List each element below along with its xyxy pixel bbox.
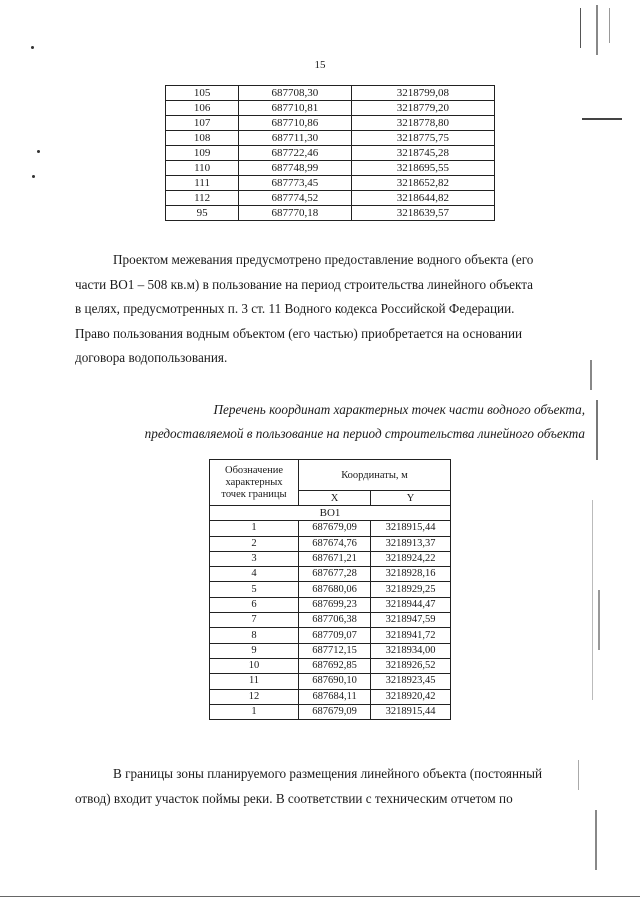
table-row: [166, 116, 495, 131]
y-cell: 3218941,72: [371, 628, 451, 643]
scan-artifact: [580, 8, 581, 48]
table-row: [210, 536, 451, 551]
table-row: [210, 521, 451, 536]
x-cell: 687710,81: [239, 101, 351, 116]
point-number-cell: 5: [210, 582, 299, 597]
scan-artifact: [590, 360, 592, 390]
table-row: [166, 101, 495, 116]
x-cell: 687710,86: [239, 116, 351, 131]
x-cell: 687671,21: [299, 551, 371, 566]
y-cell: 3218745,28: [351, 146, 494, 161]
x-cell: 687706,38: [299, 613, 371, 628]
scan-artifact: [595, 810, 597, 870]
y-cell: 3218775,75: [351, 131, 494, 146]
group-label: ВО1: [210, 506, 451, 521]
scan-artifact: [578, 760, 579, 790]
scan-dot: [32, 175, 35, 178]
y-cell: 3218926,52: [371, 658, 451, 673]
x-cell: 687699,23: [299, 597, 371, 612]
x-cell: 687677,28: [299, 567, 371, 582]
y-cell: 3218928,16: [371, 567, 451, 582]
paragraph-line: Право пользования водным объектом (его частью) приобретается на основании: [75, 325, 523, 341]
point-number-cell: 112: [166, 191, 239, 206]
scan-artifact: [598, 590, 600, 650]
table-caption: [60, 398, 585, 446]
paragraph-line: Проектом межевания предусмотрено предоставление водного объекта (его: [113, 252, 534, 267]
paragraph-line: в целях, предусмотренных п. 3 ст. 11 Водного кодекса Российской Федерации.: [75, 301, 515, 316]
y-cell: 3218944,47: [371, 597, 451, 612]
header-point-name: Обозначение характерных точек границы: [210, 460, 299, 506]
paragraph-water-use: [75, 248, 585, 371]
table-row: [166, 206, 495, 221]
x-cell: 687674,76: [299, 536, 371, 551]
y-cell: 3218929,25: [371, 582, 451, 597]
table-row: [210, 674, 451, 689]
y-cell: 3218779,20: [351, 101, 494, 116]
y-cell: 3218920,42: [371, 689, 451, 704]
point-number-cell: 95: [166, 206, 239, 221]
table-row: [210, 613, 451, 628]
x-cell: 687684,11: [299, 689, 371, 704]
water-object-coordinates-table: [209, 459, 451, 720]
paragraph-line: части ВО1 – 508 кв.м) в пользование на период строительства линейного объекта: [75, 276, 534, 292]
paragraph-floodplain: [75, 762, 585, 811]
y-cell: 3218778,80: [351, 116, 494, 131]
y-cell: 3218915,44: [371, 704, 451, 719]
x-cell: 687680,06: [299, 582, 371, 597]
table-row: [210, 582, 451, 597]
point-number-cell: 111: [166, 176, 239, 191]
coordinates-table-continuation: [165, 85, 495, 221]
table-row: [166, 86, 495, 101]
point-number-cell: 105: [166, 86, 239, 101]
x-cell: 687709,07: [299, 628, 371, 643]
x-cell: 687711,30: [239, 131, 351, 146]
table-row: [210, 643, 451, 658]
x-cell: 687692,85: [299, 658, 371, 673]
point-number-cell: 4: [210, 567, 299, 582]
point-number-cell: 10: [210, 658, 299, 673]
table-row: [210, 567, 451, 582]
x-cell: 687712,15: [299, 643, 371, 658]
table-row: [166, 191, 495, 206]
scan-artifact: [596, 5, 598, 55]
scan-dot: [37, 150, 40, 153]
table-row: [166, 131, 495, 146]
x-cell: 687773,45: [239, 176, 351, 191]
y-cell: 3218947,59: [371, 613, 451, 628]
x-cell: 687708,30: [239, 86, 351, 101]
y-cell: 3218913,37: [371, 536, 451, 551]
table-row: [166, 161, 495, 176]
point-number-cell: 107: [166, 116, 239, 131]
scan-artifact: [592, 500, 593, 700]
y-cell: 3218695,55: [351, 161, 494, 176]
point-number-cell: 1: [210, 704, 299, 719]
point-number-cell: 109: [166, 146, 239, 161]
page-number: 15: [314, 59, 326, 71]
scan-artifact: [609, 8, 610, 43]
x-cell: 687770,18: [239, 206, 351, 221]
y-cell: 3218934,00: [371, 643, 451, 658]
point-number-cell: 9: [210, 643, 299, 658]
table-row: [210, 597, 451, 612]
caption-line: предоставляемой в пользование на период строительства линейного объекта: [144, 426, 585, 441]
table-row: [210, 689, 451, 704]
paragraph-line: В границы зоны планируемого размещения линейного объекта (постоянный: [113, 766, 543, 781]
x-cell: 687690,10: [299, 674, 371, 689]
point-number-cell: 7: [210, 613, 299, 628]
point-number-cell: 106: [166, 101, 239, 116]
table-row: [210, 658, 451, 673]
point-number-cell: 1: [210, 521, 299, 536]
header-y: Y: [371, 491, 451, 506]
point-number-cell: 12: [210, 689, 299, 704]
y-cell: 3218652,82: [351, 176, 494, 191]
x-cell: 687679,09: [299, 521, 371, 536]
point-number-cell: 2: [210, 536, 299, 551]
x-cell: 687748,99: [239, 161, 351, 176]
x-cell: 687774,52: [239, 191, 351, 206]
point-number-cell: 6: [210, 597, 299, 612]
y-cell: 3218915,44: [371, 521, 451, 536]
table-row: [210, 551, 451, 566]
table-row: [210, 628, 451, 643]
header-x: X: [299, 491, 371, 506]
point-number-cell: 8: [210, 628, 299, 643]
paragraph-line: договора водопользования.: [75, 350, 228, 365]
y-cell: 3218644,82: [351, 191, 494, 206]
scan-artifact: [582, 118, 622, 120]
table-row: [166, 176, 495, 191]
table-row: [166, 146, 495, 161]
point-number-cell: 11: [210, 674, 299, 689]
paragraph-line: отвод) входит участок поймы реки. В соответствии с техническим отчетом по: [75, 790, 513, 806]
point-number-cell: 3: [210, 551, 299, 566]
x-cell: 687722,46: [239, 146, 351, 161]
y-cell: 3218639,57: [351, 206, 494, 221]
y-cell: 3218924,22: [371, 551, 451, 566]
point-number-cell: 110: [166, 161, 239, 176]
page-bottom-line: [0, 896, 640, 897]
table-row: [210, 704, 451, 719]
scan-dot: [31, 46, 34, 49]
header-coordinates: Координаты, м: [299, 460, 451, 491]
y-cell: 3218799,08: [351, 86, 494, 101]
y-cell: 3218923,45: [371, 674, 451, 689]
x-cell: 687679,09: [299, 704, 371, 719]
caption-line: Перечень координат характерных точек части водного объекта,: [213, 402, 585, 417]
point-number-cell: 108: [166, 131, 239, 146]
scan-artifact: [596, 400, 598, 460]
